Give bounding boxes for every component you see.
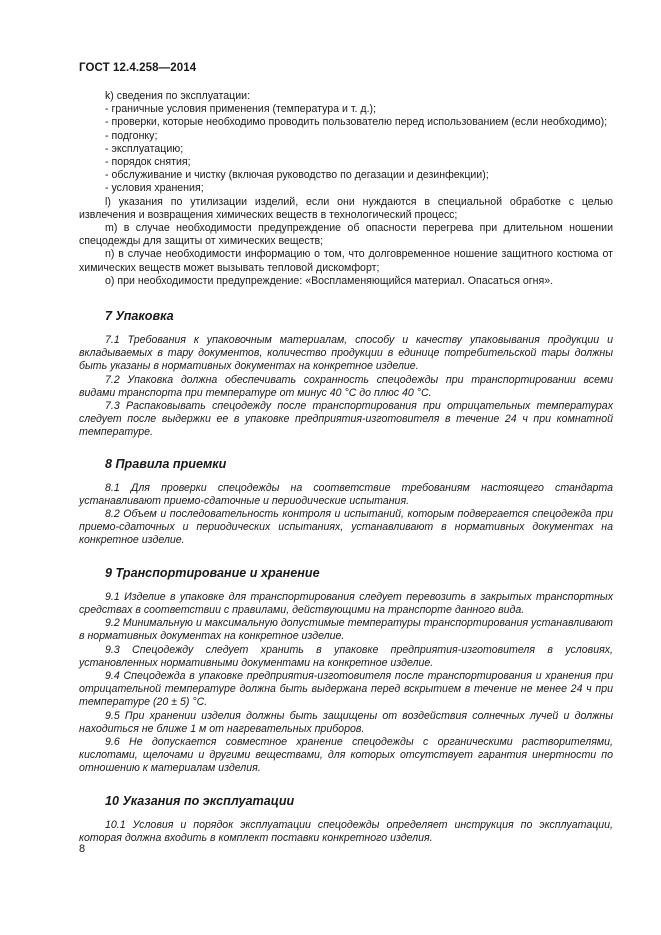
item-n: n) в случае необходимости информацию о том, что долговременное ношение защитного костюма от химических веществ может вызывать тепловой дискомфорт; [79,248,613,274]
paragraph: 10.1 Условия и порядок эксплуатации спецодежды определяет инструкция по эксплуатации, которая должна входить в комплект поставки конкретного изделия. [79,818,613,844]
list-item: - обслуживание и чистку (включая руководство по дегазации и дезинфекции); [105,169,489,182]
paragraph: 9.5 При хранении изделия должны быть защищены от воздействия солнечных лучей и должны находиться не ближе 1 м от нагревательных приборов. [79,709,613,735]
section-7-title: 7 Упаковка [105,309,174,324]
list-item: - подгонку; [105,129,158,142]
list-item: - граничные условия применения (температура и т. д.); [105,103,377,116]
section-10-title: 10 Указания по эксплуатации [105,793,295,808]
paragraph: 9.3 Спецодежду следует хранить в упаковке предприятия-изготовителя в условиях, установленных нормативными документами на конкретное изделие. [79,643,613,669]
item-m: m) в случае необходимости предупреждение об опасности перегрева при длительном ношении спецодежды для защиты от химических веществ; [79,222,613,248]
list-item: - порядок снятия; [105,156,191,169]
paragraph: 7.1 Требования к упаковочным материалам, способу и качеству упаковывания продукции и вкладываемых в тару документов, количество продукции в единице потребительской тары должны быть указаны в нормативных документах на конкретное изделие. [79,334,613,373]
paragraph: 8.2 Объем и последовательность контроля и испытаний, которым подвергается спецодежда при приемо-сдаточных и периодических испытаниях, устанавливают в нормативных документах на конкретное изделие. [79,508,613,547]
item-o: o) при необходимости предупреждение: «Воспламеняющийся материал. Опасаться огня». [105,274,554,287]
list-k-title: k) сведения по эксплуатации: [105,90,251,102]
section-8-title: 8 Правила приемки [105,456,227,471]
paragraph: 8.1 Для проверки спецодежды на соответствие требованиям настоящего стандарта устанавливают приемо-сдаточные и периодические испытания. [79,481,613,507]
paragraph: 9.1 Изделие в упаковке для транспортирования следует перевозить в закрытых транспортных средствах в соответствии с правилами, действующими на транспорте данного вида. [79,590,613,616]
paragraph: 9.2 Минимальную и максимальную допустимые температуры транспортирования устанавливают в нормативных документах на конкретное изделие. [79,617,613,643]
document-header: ГОСТ 12.4.258—2014 [79,62,197,74]
paragraph: 9.4 Спецодежда в упаковке предприятия-изготовителя после транспортирования и хранения при отрицательной температуре должна быть выдержана перед вскрытием в течение не менее 24 ч при температуре (20 ± 5) °С. [79,669,613,709]
list-item: - условия хранения; [105,182,204,195]
paragraph: 7.3 Распаковывать спецодежду после транспортирования при отрицательных температурах следует после выдержки ее в упаковке предприятия-изготовителя в течение 24 ч при комнатной температуре. [79,400,613,439]
list-item: - эксплуатацию; [105,142,184,155]
paragraph: 9.6 Не допускается совместное хранение спецодежды с органическими растворителями, кислотами, щелочами и другими веществами, для которых отсутствует гарантия инертности по отношению к материалам изделия. [79,735,613,775]
page-number: 8 [79,843,86,855]
paragraph: 7.2 Упаковка должна обеспечивать сохранность спецодежды при транспортировании всеми видами транспорта при температуре от минус 40 °С до плюс 40 °С. [79,373,613,399]
item-l: l) указания по утилизации изделий, если они нуждаются в специальной обработке с целью извлечения и возвращения химических веществ в технологический процесс; [79,195,613,221]
section-9-title: 9 Транспортирование и хранение [105,565,320,580]
document-body [79,90,613,845]
list-item: - проверки, которые необходимо проводить пользователю перед использованием (если необходимо); [105,116,608,129]
